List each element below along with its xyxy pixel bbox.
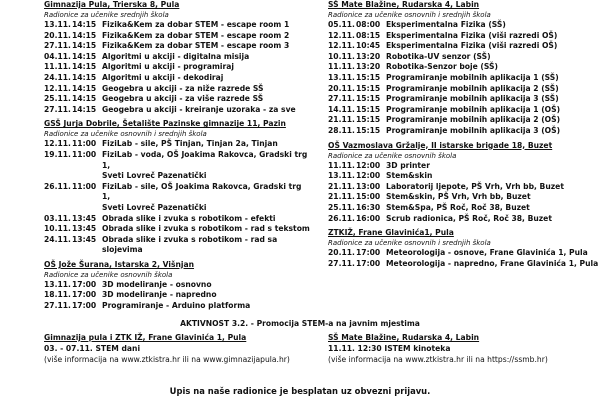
workshop-row bbox=[328, 94, 600, 105]
workshop-time: 15:15 bbox=[356, 115, 381, 125]
workshop-date: 27.11. bbox=[328, 94, 355, 104]
workshop-row bbox=[328, 126, 600, 137]
workshop-date: 20.11. bbox=[328, 83, 355, 93]
workshop-title: Fizika&Kem za dobar STEM - escape room 2 bbox=[102, 30, 290, 40]
workshop-title: Robotika-UV senzor (SŠ) bbox=[386, 51, 491, 61]
promo-venue: Gimnazija pula i ZTK IŽ, Frane Glavinića 1, Pula bbox=[44, 333, 247, 342]
workshop-time: 15:15 bbox=[356, 83, 381, 93]
right-column bbox=[328, 0, 600, 269]
workshop-time: 14:15 bbox=[72, 83, 97, 93]
workshop-title: Programiranje mobilnih aplikacija 1 (SŠ) bbox=[386, 72, 559, 82]
workshop-row bbox=[44, 139, 312, 150]
workshop-row bbox=[328, 84, 600, 95]
workshop-time: 11:00 bbox=[72, 139, 97, 149]
workshop-time: 16:00 bbox=[356, 213, 381, 223]
workshop-date: 13.11. bbox=[328, 171, 355, 181]
workshop-time: 14:15 bbox=[72, 94, 97, 104]
workshop-date: 12.11. bbox=[44, 83, 71, 93]
workshop-row bbox=[328, 214, 600, 225]
workshop-title: Fizika&Kem za dobar STEM - escape room 1 bbox=[102, 20, 290, 29]
workshop-date: 13.11. bbox=[44, 20, 71, 29]
workshop-date: 20.11. bbox=[328, 248, 355, 258]
workshop-row bbox=[44, 280, 312, 291]
workshop-title: Programiranje mobilnih aplikacija 3 (OŠ) bbox=[386, 125, 561, 135]
workshop-row bbox=[44, 150, 312, 182]
workshop-title: Laboratorij ljepote, PŠ Vrh, Vrh bb, Buzet bbox=[386, 181, 564, 191]
workshop-title: FiziLab - voda, OŠ Joakima Rakovca, Gradski trg 1, Sveti Lovreč Pazenatički bbox=[102, 149, 308, 181]
workshop-row bbox=[44, 214, 312, 225]
workshop-title: Programiranje - Arduino platforma bbox=[102, 301, 251, 311]
workshop-date: 21.11. bbox=[328, 181, 355, 191]
promo-line: 11.11. 12:30 ISTEM kinoteka bbox=[328, 344, 451, 353]
workshop-time: 14:15 bbox=[72, 104, 97, 114]
workshop-row bbox=[44, 52, 312, 63]
workshop-row bbox=[328, 182, 600, 193]
workshop-time: 17:00 bbox=[356, 248, 381, 258]
workshop-row bbox=[328, 105, 600, 116]
workshop-date: 26.11. bbox=[328, 213, 355, 223]
promo-line: 03. - 07.11. STEM dani bbox=[44, 344, 141, 353]
venue-heading: SŠ Mate Blažine, Rudarska 4, Labin bbox=[328, 0, 480, 9]
workshop-date: 11.11. bbox=[328, 62, 355, 72]
workshop-date: 14.11. bbox=[328, 104, 355, 114]
workshop-row bbox=[44, 41, 312, 52]
workshop-title: Algoritmi u akciji - digitalna misija bbox=[102, 51, 250, 61]
workshop-date: 27.11. bbox=[44, 301, 71, 311]
workshop-title: Obrada slike i zvuka s robotikom - efekti bbox=[102, 213, 276, 223]
venue-heading: ZTKIŽ, Frane Glavinića1, Pula bbox=[328, 228, 454, 238]
venue-heading: GSŠ Jurja Dobrile, Šetalište Pazinske gimnazije 11, Pazin bbox=[44, 119, 286, 129]
workshop-row bbox=[328, 192, 600, 203]
workshop-time: 17:00 bbox=[72, 290, 97, 300]
workshop-row bbox=[328, 259, 600, 270]
workshop-time: 13:45 bbox=[72, 224, 97, 234]
workshop-time: 15:15 bbox=[356, 104, 381, 114]
promo-note: (više informacija na www.ztkistra.hr ili na https://ssmb.hr) bbox=[328, 355, 548, 364]
workshop-title: Fizika&Kem za dobar STEM - escape room 3 bbox=[102, 41, 290, 51]
workshop-title: Meteorologija - napredno, Frane Glavinića 1, Pula bbox=[386, 258, 599, 268]
workshop-title: Stem&skin bbox=[386, 171, 433, 181]
workshop-date: 27.11. bbox=[328, 258, 355, 268]
workshop-row bbox=[44, 235, 312, 256]
workshop-date: 24.11. bbox=[44, 234, 71, 244]
workshop-date: 10.11. bbox=[44, 224, 71, 234]
workshop-time: 13:00 bbox=[356, 181, 381, 191]
workshop-date: 11.11. bbox=[44, 62, 71, 72]
workshop-date: 21.11. bbox=[328, 115, 355, 125]
workshop-time: 13:20 bbox=[356, 51, 381, 61]
workshop-row bbox=[44, 290, 312, 301]
workshop-time: 17:00 bbox=[356, 258, 381, 268]
workshop-date: 19.11. bbox=[44, 149, 71, 159]
workshop-time: 14:15 bbox=[72, 20, 97, 29]
workshop-date: 26.11. bbox=[44, 181, 71, 191]
workshop-row bbox=[328, 115, 600, 126]
workshop-row bbox=[44, 182, 312, 214]
workshop-title: Obrada slike i zvuka s robotikom - rad s tekstom bbox=[102, 224, 310, 234]
workshop-title: FiziLab - sile, OŠ Joakima Rakovca, Gradski trg 1, Sveti Lovreč Pazenatički bbox=[102, 181, 302, 212]
workshop-time: 15:15 bbox=[356, 125, 381, 135]
workshop-time: 17:00 bbox=[72, 279, 97, 289]
workshop-date: 10.11. bbox=[328, 51, 355, 61]
workshop-date: 13.11. bbox=[328, 72, 355, 82]
venue-heading: OŠ Vazmoslava Gržalje, II istarske brigade 18, Buzet bbox=[328, 140, 553, 150]
workshop-time: 10:45 bbox=[356, 41, 381, 51]
venue-subtitle: Radionice za učenike srednjih škola bbox=[44, 11, 169, 19]
section-gap bbox=[44, 256, 312, 258]
workshop-date: 12.11. bbox=[44, 139, 71, 149]
workshop-title: 3D modeliranje - osnovno bbox=[102, 279, 212, 289]
workshop-date: 25.11. bbox=[44, 94, 71, 104]
workshop-date: 25.11. bbox=[328, 202, 355, 212]
workshop-title: Algoritmi u akciji - dekodiraj bbox=[102, 72, 224, 82]
workshop-title: Robotika-Senzor boje (SŠ) bbox=[386, 62, 498, 72]
workshop-title: Geogebra u akciji - kreiranje uzoraka - za sve bbox=[102, 104, 296, 114]
workshop-title: Programiranje mobilnih aplikacija 3 (SŠ) bbox=[386, 94, 559, 104]
workshop-date: 12.11. bbox=[328, 30, 355, 40]
workshop-time: 08:00 bbox=[356, 20, 381, 29]
workshop-time: 11:00 bbox=[72, 181, 97, 191]
workshop-title: Algoritmi u akciji - programiraj bbox=[102, 62, 234, 72]
footer-note: Upis na naše radionice je besplatan uz obvezni prijavu. bbox=[169, 386, 431, 396]
workshop-time: 13:45 bbox=[72, 213, 97, 223]
workshop-row bbox=[328, 31, 600, 42]
venue-heading: OŠ Jože Šurana, Istarska 2, Višnjan bbox=[44, 259, 195, 269]
workshop-row bbox=[328, 248, 600, 259]
workshop-date: 20.11. bbox=[44, 30, 71, 40]
workshop-date: 24.11. bbox=[44, 72, 71, 82]
workshop-row bbox=[328, 20, 600, 31]
venue-subtitle: Radionice za učenike osnovnih i srednjih škola bbox=[328, 11, 491, 19]
promo-note: (više informacija na www.ztkistra.hr ili na www.gimnazijapula.hr) bbox=[44, 355, 290, 364]
workshop-title: Geogebra u akciji - za više razrede SŠ bbox=[102, 94, 264, 104]
workshop-row bbox=[328, 41, 600, 52]
workshop-time: 08:15 bbox=[356, 30, 381, 40]
workshop-row bbox=[44, 224, 312, 235]
workshop-row bbox=[44, 62, 312, 73]
workshop-date: 18.11. bbox=[44, 290, 71, 300]
venue-subtitle: Radionice za učenike osnovnih i srednjih škola bbox=[328, 239, 491, 248]
workshop-title: Geogebra u akciji - za niže razrede SŠ bbox=[102, 83, 264, 93]
workshop-time: 12:00 bbox=[356, 160, 381, 170]
workshop-time: 12:00 bbox=[356, 171, 381, 181]
workshop-title: Eksperimentalna Fizika (viši razredi OŠ) bbox=[386, 41, 558, 51]
workshop-date: 12.11. bbox=[328, 41, 355, 51]
workshop-time: 16:30 bbox=[356, 202, 381, 212]
workshop-date: 13.11. bbox=[44, 279, 71, 289]
workshop-row bbox=[328, 171, 600, 182]
workshop-date: 28.11. bbox=[328, 125, 355, 135]
workshop-time: 14:15 bbox=[72, 62, 97, 72]
workshop-date: 11.11. bbox=[328, 160, 355, 170]
workshop-time: 14:15 bbox=[72, 72, 97, 82]
workshop-title: Eksperimentalna Fizika (SŠ) bbox=[386, 20, 506, 29]
workshop-date: 03.11. bbox=[44, 213, 71, 223]
workshop-title: FiziLab - sile, PŠ Tinjan, Tinjan 2a, Tinjan bbox=[102, 139, 278, 149]
workshop-date: 04.11. bbox=[44, 51, 71, 61]
workshop-title: Meteorologija - osnove, Frane Glavinića 1, Pula bbox=[386, 248, 588, 258]
workshop-row bbox=[328, 52, 600, 63]
workshop-row bbox=[44, 301, 312, 312]
section-gap bbox=[44, 115, 312, 117]
workshop-date: 27.11. bbox=[44, 104, 71, 114]
workshop-time: 13:20 bbox=[356, 62, 381, 72]
workshop-title: 3D printer bbox=[386, 160, 430, 170]
workshop-row bbox=[44, 31, 312, 42]
workshop-row bbox=[328, 62, 600, 73]
workshop-title: Programiranje mobilnih aplikacija 1 (OŠ) bbox=[386, 104, 561, 114]
workshop-row bbox=[44, 94, 312, 105]
workshop-title: Scrub radionica, PŠ Roč, Roč 38, Buzet bbox=[386, 213, 552, 223]
workshop-time: 17:00 bbox=[72, 301, 97, 311]
workshop-time: 15:15 bbox=[356, 72, 381, 82]
workshop-row bbox=[328, 73, 600, 84]
workshop-row bbox=[328, 203, 600, 214]
venue-subtitle: Radionice za učenike osnovnih i srednjih škola bbox=[44, 130, 207, 139]
venue-heading: Gimnazija Pula, Trierska 8, Pula bbox=[44, 0, 180, 9]
workshop-row bbox=[44, 20, 312, 31]
activity-title: AKTIVNOST 3.2. - Promocija STEM-a na javnim mjestima bbox=[180, 319, 420, 328]
workshop-title: 3D modeliranje - napredno bbox=[102, 290, 217, 300]
workshop-row bbox=[328, 161, 600, 172]
workshop-time: 14:15 bbox=[72, 30, 97, 40]
workshop-title: Stem&Spa, PŠ Roč, Roč 38, Buzet bbox=[386, 202, 530, 212]
venue-subtitle: Radionice za učenike osnovnih škola bbox=[328, 151, 457, 160]
workshop-title: Stem&skin, PŠ Vrh, Vrh bb, Buzet bbox=[386, 192, 531, 202]
left-column bbox=[44, 0, 312, 312]
workshop-row bbox=[44, 73, 312, 84]
workshop-row bbox=[44, 84, 312, 95]
venue-subtitle: Radionice za učenike osnovnih škola bbox=[44, 270, 173, 279]
workshop-row bbox=[44, 105, 312, 116]
workshop-time: 13:45 bbox=[72, 234, 97, 244]
workshop-date: 21.11. bbox=[328, 192, 355, 202]
workshop-date: 05.11. bbox=[328, 20, 355, 29]
section-gap bbox=[328, 137, 600, 139]
promo-right bbox=[328, 333, 548, 365]
workshop-time: 15:15 bbox=[356, 94, 381, 104]
workshop-time: 15:00 bbox=[356, 192, 381, 202]
workshop-time: 14:15 bbox=[72, 51, 97, 61]
workshop-date: 27.11. bbox=[44, 41, 71, 51]
promo-venue: SŠ Mate Blažine, Rudarska 4, Labin bbox=[328, 333, 480, 342]
workshop-time: 14:15 bbox=[72, 41, 97, 51]
workshop-title: Obrada slike i zvuka s robotikom - rad sa slojevima bbox=[102, 234, 278, 255]
workshop-title: Eksperimentalna Fizika (viši razredi OŠ) bbox=[386, 30, 558, 40]
workshop-title: Programiranje mobilnih aplikacija 2 (SŠ) bbox=[386, 83, 559, 93]
workshop-title: Programiranje mobilnih aplikacija 2 (OŠ) bbox=[386, 115, 561, 125]
promo-left bbox=[44, 333, 290, 365]
workshop-time: 11:00 bbox=[72, 149, 97, 159]
section-gap bbox=[328, 224, 600, 226]
